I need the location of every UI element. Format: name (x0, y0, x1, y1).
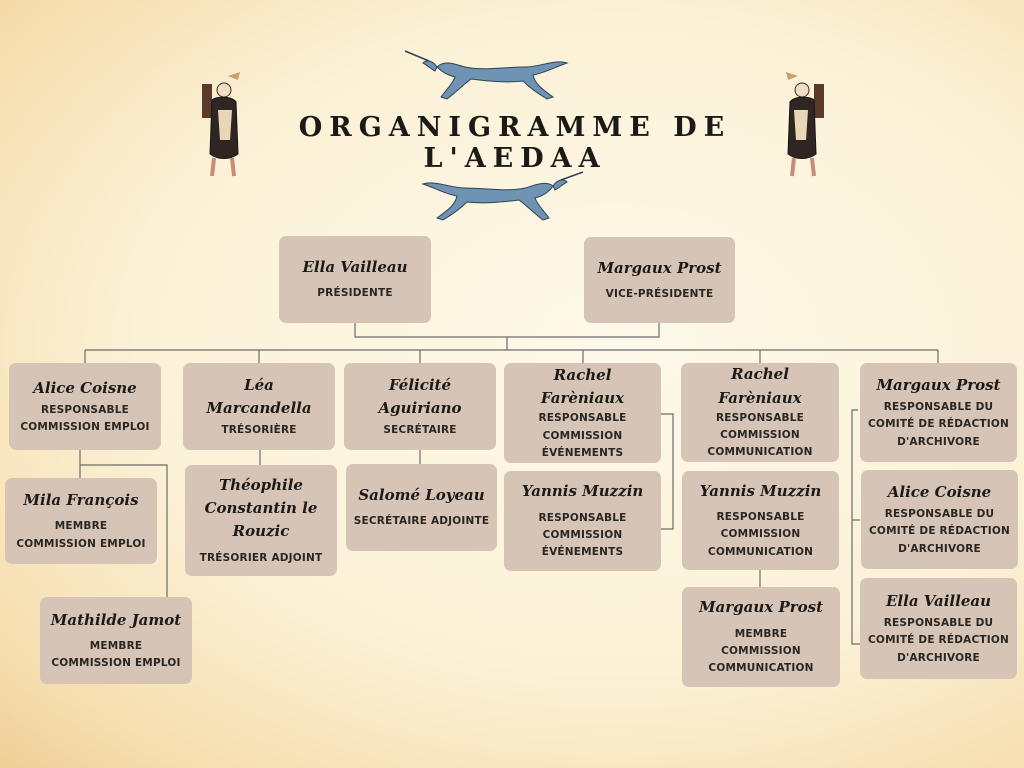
box-name: Théophile Constantin le Rouzic (204, 475, 318, 541)
box-name: Félicité Aguiriano (378, 375, 462, 417)
box-role: VICE-PRÉSIDENTE (605, 287, 714, 300)
box-role: TRÉSORIER ADJOINT (199, 551, 323, 564)
unicorn-bottom-icon (415, 168, 585, 230)
box-role: RESPONSABLE COMMISSION EMPLOI (20, 403, 150, 434)
box-name: Salomé Loyeau (358, 486, 485, 505)
box-mila (5, 478, 157, 564)
box-salome (346, 464, 497, 551)
box-yannis-communication (682, 471, 839, 570)
box-rachel-evenements (504, 363, 661, 463)
unicorn-top-icon (405, 45, 575, 105)
box-role: RESPONSABLE COMMISSION ÉVÉNEMENTS (538, 511, 627, 559)
box-ella-archivore (860, 578, 1017, 679)
box-role: RESPONSABLE COMMISSION ÉVÉNEMENTS (538, 412, 627, 459)
box-margaux-vice-presidente (584, 237, 735, 323)
box-name: Mathilde Jamot (50, 610, 182, 629)
box-name: Ella Vailleau (885, 591, 991, 610)
box-role: SECRÉTAIRE (383, 424, 457, 437)
box-name: Ella Vailleau (302, 258, 408, 277)
box-name: Rachel Farèniaux (718, 365, 802, 407)
box-name: Margaux Prost (597, 258, 722, 277)
box-name: Léa Marcandella (206, 375, 312, 417)
box-role: RESPONSABLE COMMISSION COMMUNICATION (707, 511, 814, 558)
box-role: MEMBRE COMMISSION COMMUNICATION (708, 627, 814, 675)
box-margaux-archivore (860, 363, 1017, 462)
box-lea-tresoriere (183, 363, 335, 450)
box-yannis-evenements (504, 471, 661, 571)
box-role: RESPONSABLE COMMISSION COMMUNICATION (707, 411, 813, 459)
box-name: Rachel Farèniaux (540, 365, 625, 408)
box-role: MEMBRE COMMISSION EMPLOI (16, 520, 146, 550)
box-alice-archivore (861, 470, 1018, 569)
box-role: TRÉSORIÈRE (221, 424, 297, 437)
box-name: Margaux Prost (698, 598, 824, 617)
box-role: PRÉSIDENTE (317, 287, 393, 300)
box-role: RESPONSABLE DU COMITÉ DE RÉDACTION D'ARCHIVORE (868, 617, 1009, 664)
box-name: Alice Coisne (887, 482, 992, 501)
box-name: Yannis Muzzin (521, 482, 644, 501)
box-felicite-secretaire (344, 363, 496, 450)
box-name: Alice Coisne (33, 378, 137, 397)
musician-right-icon (776, 70, 828, 182)
box-ella-presidente (279, 236, 431, 323)
box-margaux-communication (682, 587, 840, 687)
box-theophile (185, 465, 337, 576)
box-name: Mila François (23, 491, 139, 510)
box-alice-emploi (9, 363, 161, 450)
musician-left-icon (198, 70, 250, 182)
box-role: MEMBRE COMMISSION EMPLOI (51, 639, 181, 670)
box-name: Margaux Prost (876, 375, 1001, 394)
box-role: SECRÉTAIRE ADJOINTE (353, 515, 490, 528)
page-title: ORGANIGRAMME DE L'AEDAA (298, 112, 732, 174)
box-rachel-communication (681, 363, 839, 462)
box-name: Yannis Muzzin (699, 481, 822, 500)
box-role: RESPONSABLE DU COMITÉ DE RÉDACTION D'ARCHIVORE (868, 401, 1009, 448)
box-role: RESPONSABLE DU COMITÉ DE RÉDACTION D'ARCHIVORE (869, 508, 1010, 555)
box-mathilde (40, 597, 192, 684)
